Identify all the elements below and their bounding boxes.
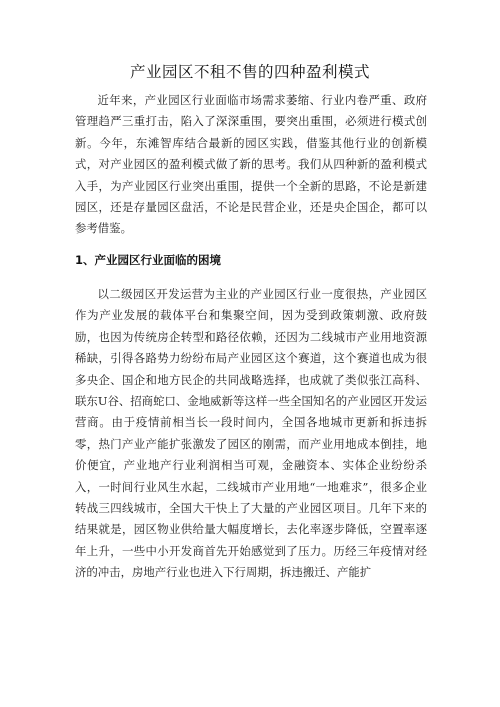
document-title: 产业园区不租不售的四种盈利模式 [129, 63, 370, 81]
intro-paragraph: 近年来，产业园区行业面临市场需求萎缩、行业内卷严重、政府管理趋严三重打击，陷入了深深重围，要突出重围，必须进行模式创新。今年，东滩智库结合最新的园区实践，借鉴其他行业的创新模式，对产业园区的盈利模式做了新的思考。我们从四种新的盈利模式入手，为产业园区行业突出重围，提供一个全新的思路，不论是新建园区，还是存量园区盘活，不论是民营企业，还是央企国企，都可以参考借鉴。 [75, 93, 427, 236]
section-paragraph: 以二级园区开发运营为主业的产业园区行业一度很热，产业园区作为产业发展的载体平台和集聚空间，因为受到政策刺激、政府鼓励，也因为传统房企转型和路径依赖，还因为二线城市产业用地资源稀缺，引得各路势力纷纷布局产业园区这个赛道，这个赛道也成为很多央企、国企和地方民企的共同战略选择，也成就了类似张江高科、联东U谷、招商蛇口、金地威新等这样一些全国知名的产业园区开发运营商。由于疫情前相当长一段时间内，全国各地城市更新和拆违拆零，热门产业产能扩张激发了园区的刚需，而产业用地成本倒挂，地价便宜，产业地产行业利润相当可观，金融资本、实体企业纷纷杀入，一时间行业风生水起，二线城市产业用地“一地难求”，很多企业转战三四线城市，全国大干快上了大量的产业园区项目。几年下来的结果就是，园区物业供给量大幅度增长，去化率逐步降低，空置率逐年上升，一些中小开发商首先开始感觉到了压力。历经三年疫情对经济的冲击，房地产行业也进入下行周期，拆违搬迁、产能扩 [75, 287, 427, 580]
section-heading: 1、产业园区行业面临的困境 [75, 253, 222, 267]
